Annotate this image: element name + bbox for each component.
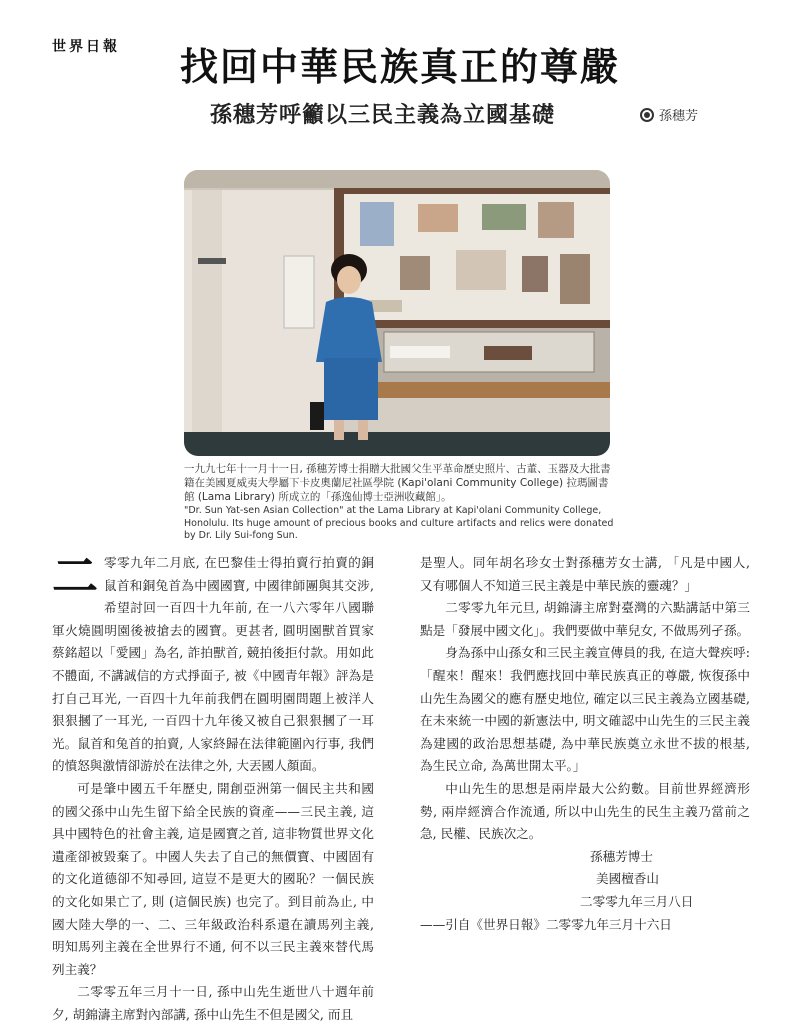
paragraph: 二零零五年三月十一日, 孫中山先生逝世八十週年前夕, 胡錦濤主席對內部講, 孫中山先生不但是國父, 而且 bbox=[52, 984, 374, 1022]
paragraph-text: 零零九年二月底, 在巴黎佳士得拍賣行拍賣的銅鼠首和銅兔首為中國國寶, 中國律師團與其交涉, 希望討回一百四十九年前, 在一八六零年八國聯軍火燒圓明園後被搶去的國寶。更甚者, 圓明園獸首買家蔡銘超以「愛國」為名, 詐拍獸首, 競拍後拒付款。用如此不體面, 不講誠信的方式掙面子, 被《中國青年報》評為是打自己耳光, 一百四十九年前我們在圓明園問題上被洋人狠狠摑了一耳光, 一百四十九年後又被自己狠狠摑了一耳光。鼠首和兔首的拍賣, 人家終歸在法律範圍內行事, 我們的憤怒與激情卻游於在法律之外, 大丟國人顏面。 bbox=[52, 555, 374, 774]
byline-author: 孫穗芳 bbox=[659, 109, 699, 124]
photo-illustration bbox=[184, 170, 610, 456]
article-subtitle: 孫穗芳呼籲以三民主義為立國基礎 bbox=[210, 103, 556, 128]
article-column-left bbox=[52, 549, 374, 1026]
article-photo bbox=[184, 170, 610, 456]
caption-chinese: 一九九七年十一月十一日, 孫穗芳博士捐贈大批國父生平革命歷史照片、古董、玉器及大批書籍在美國夏威夷大學屬下卡皮奧蘭尼社區學院 (Kapi'olani Community College) 拉瑪圖書館 (Lama Library) 所成立的「孫逸仙博士亞洲收藏館」。 bbox=[184, 463, 611, 503]
paragraph: 身為孫中山孫女和三民主義宣傳員的我, 在這大聲疾呼: 「醒來！醒來！我們應找回中華民族真正的尊嚴, 恢復孫中山先生為國父的應有歷史地位, 確定以三民主義為立國基礎, 在未來統一中國的新憲法中, 明文確認中山先生的三民主義為建國的政治思想基礎, 為中華民族奠立永世不拔的根基, 為生民立命, 為萬世開太平。」 bbox=[420, 645, 750, 774]
masthead: 世界日報 bbox=[52, 39, 120, 55]
paragraph: 是聖人。同年胡名珍女士對孫穗芳女士講, 「凡是中國人, 又有哪個人不知道三民主義是中華民族的靈魂？」 bbox=[420, 555, 750, 593]
article-title: 找回中華民族真正的尊嚴 bbox=[179, 45, 620, 89]
paragraph: 可是肇中國五千年歷史, 開創亞洲第一個民主共和國的國父孫中山先生留下給全民族的資產——三民主義, 這具中國特色的社會主義, 這是國寶之首, 這非物質世界文化遺產卻被毀棄了。中國人失去了自己的無價寶、中國固有的文化道德卻不知尋回, 這豈不是更大的國恥？一個民族的文化如果亡了, 則 (這個民族) 也完了。到目前為止, 中國大陸大學的一、二、三年級政治科系還在讀馬列主義, 明知馬列主義在全世界行不通, 何不以三民主義來替代馬列主義？ bbox=[52, 780, 374, 977]
caption-english: "Dr. Sun Yat-sen Asian Collection" at the Lama Library at Kapi'olani Community College, Honolulu. Its huge amount of precious books and culture artifacts and relics were donated by Dr. Lily Sui-fong Sun. bbox=[184, 505, 614, 541]
paragraph: 中山先生的思想是兩岸最大公約數。目前世界經濟形勢, 兩岸經濟合作流通, 所以中山先生的民生主義乃當前之急, 民權、民族次之。 bbox=[420, 780, 750, 842]
signature-date: 二零零九年三月八日 bbox=[580, 893, 694, 909]
byline bbox=[640, 105, 698, 124]
paragraph bbox=[52, 549, 374, 778]
copyright-ring-icon bbox=[640, 108, 654, 122]
photo-caption bbox=[184, 462, 616, 543]
article-column-right bbox=[420, 552, 750, 936]
source-citation: ——引自《世界日報》二零零九年三月十六日 bbox=[420, 916, 672, 932]
drop-cap: 二 bbox=[52, 549, 98, 603]
paragraph: 二零零九年元旦, 胡錦濤主席對臺灣的六點講話中第三點是「發展中國文化」。我們要做中華兒女, 不做馬列孑孫。 bbox=[420, 600, 750, 638]
signature-place: 美國檀香山 bbox=[596, 871, 659, 887]
signature-name: 孫穗芳博士 bbox=[590, 848, 653, 864]
